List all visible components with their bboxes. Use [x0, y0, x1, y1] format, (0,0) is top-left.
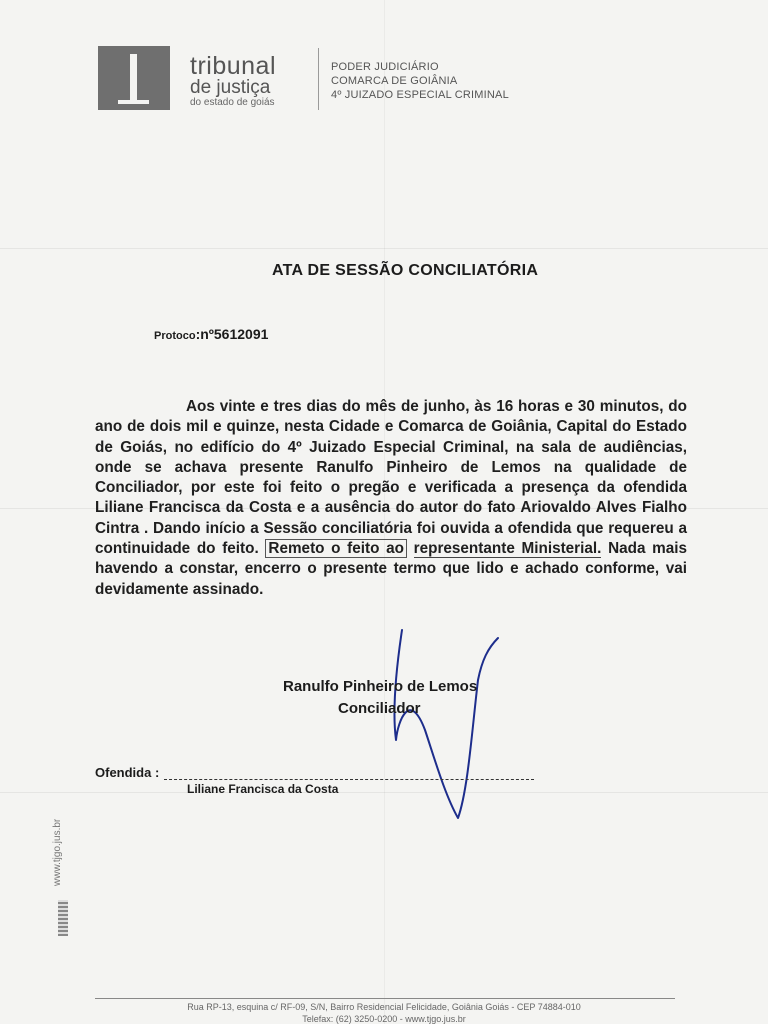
protocol	[154, 326, 268, 344]
court-line2: COMARCA DE GOIÂNIA	[331, 75, 458, 87]
court-line1: PODER JUDICIÁRIO	[331, 61, 439, 73]
logo-text	[190, 54, 276, 109]
barcode-mark	[58, 900, 68, 936]
header-divider	[318, 48, 319, 110]
body-text-part1: Aos vinte e tres dias do mês de junho, às 16 horas e 30 minutos, do ano de dois mil e quinze, nesta Cidade e Comarca de Goiânia, Capital do Estado de Goiás, no edifício do 4º Juizado Especial Criminal, na sala de audiências, onde se achava presente Ranulfo Pinheiro de Lemos na qualidade de Conciliador, por este foi feito o pregão e verificada a presença da ofendida Liliane Francisca da Costa e a ausência do autor do fato Ariovaldo Alves Fialho Cintra . Dando início a Sessão conciliatória foi ouvida a ofendida que requereu a continuidade do feito.	[95, 398, 687, 558]
minutes-body	[95, 397, 687, 600]
document-title: ATA DE SESSÃO CONCILIATÓRIA	[272, 262, 539, 279]
logo-line1: tribunal	[190, 52, 276, 80]
signature-line	[164, 779, 534, 780]
footer-address: Rua RP-13, esquina c/ RF-09, S/N, Bairro Residencial Felicidade, Goiânia Goiás - CEP 74884-010	[187, 1002, 581, 1012]
court-line3: 4º JUIZADO ESPECIAL CRIMINAL	[331, 89, 509, 101]
tribunal-logo-icon	[98, 46, 170, 110]
handwritten-signature	[380, 620, 520, 830]
conciliator-role: Conciliador	[338, 700, 421, 717]
court-block	[331, 60, 509, 102]
boxed-text: Remeto o feito ao	[265, 539, 407, 558]
conciliator-name: Ranulfo Pinheiro de Lemos	[283, 678, 478, 695]
ofendida-label: Ofendida :	[95, 765, 160, 780]
footer-divider	[95, 998, 675, 999]
protocol-label: Protoco	[154, 330, 196, 342]
underlined-text: representante Ministerial.	[413, 540, 602, 558]
footer-contact: Telefax: (62) 3250-0200 - www.tjgo.jus.br	[302, 1014, 466, 1024]
ofendida-name: Liliane Francisca da Costa	[187, 782, 339, 796]
side-url: www.tjgo.jus.br	[52, 818, 63, 886]
logo-line2: de justiça	[190, 77, 271, 98]
logo-line3: do estado de goiás	[190, 97, 275, 108]
body-text-part2: Nada mais havendo a constar, encerro o presente termo que lido e achado conforme, vai devidamente assinado.	[95, 540, 688, 598]
protocol-number: :nº5612091	[195, 326, 269, 342]
